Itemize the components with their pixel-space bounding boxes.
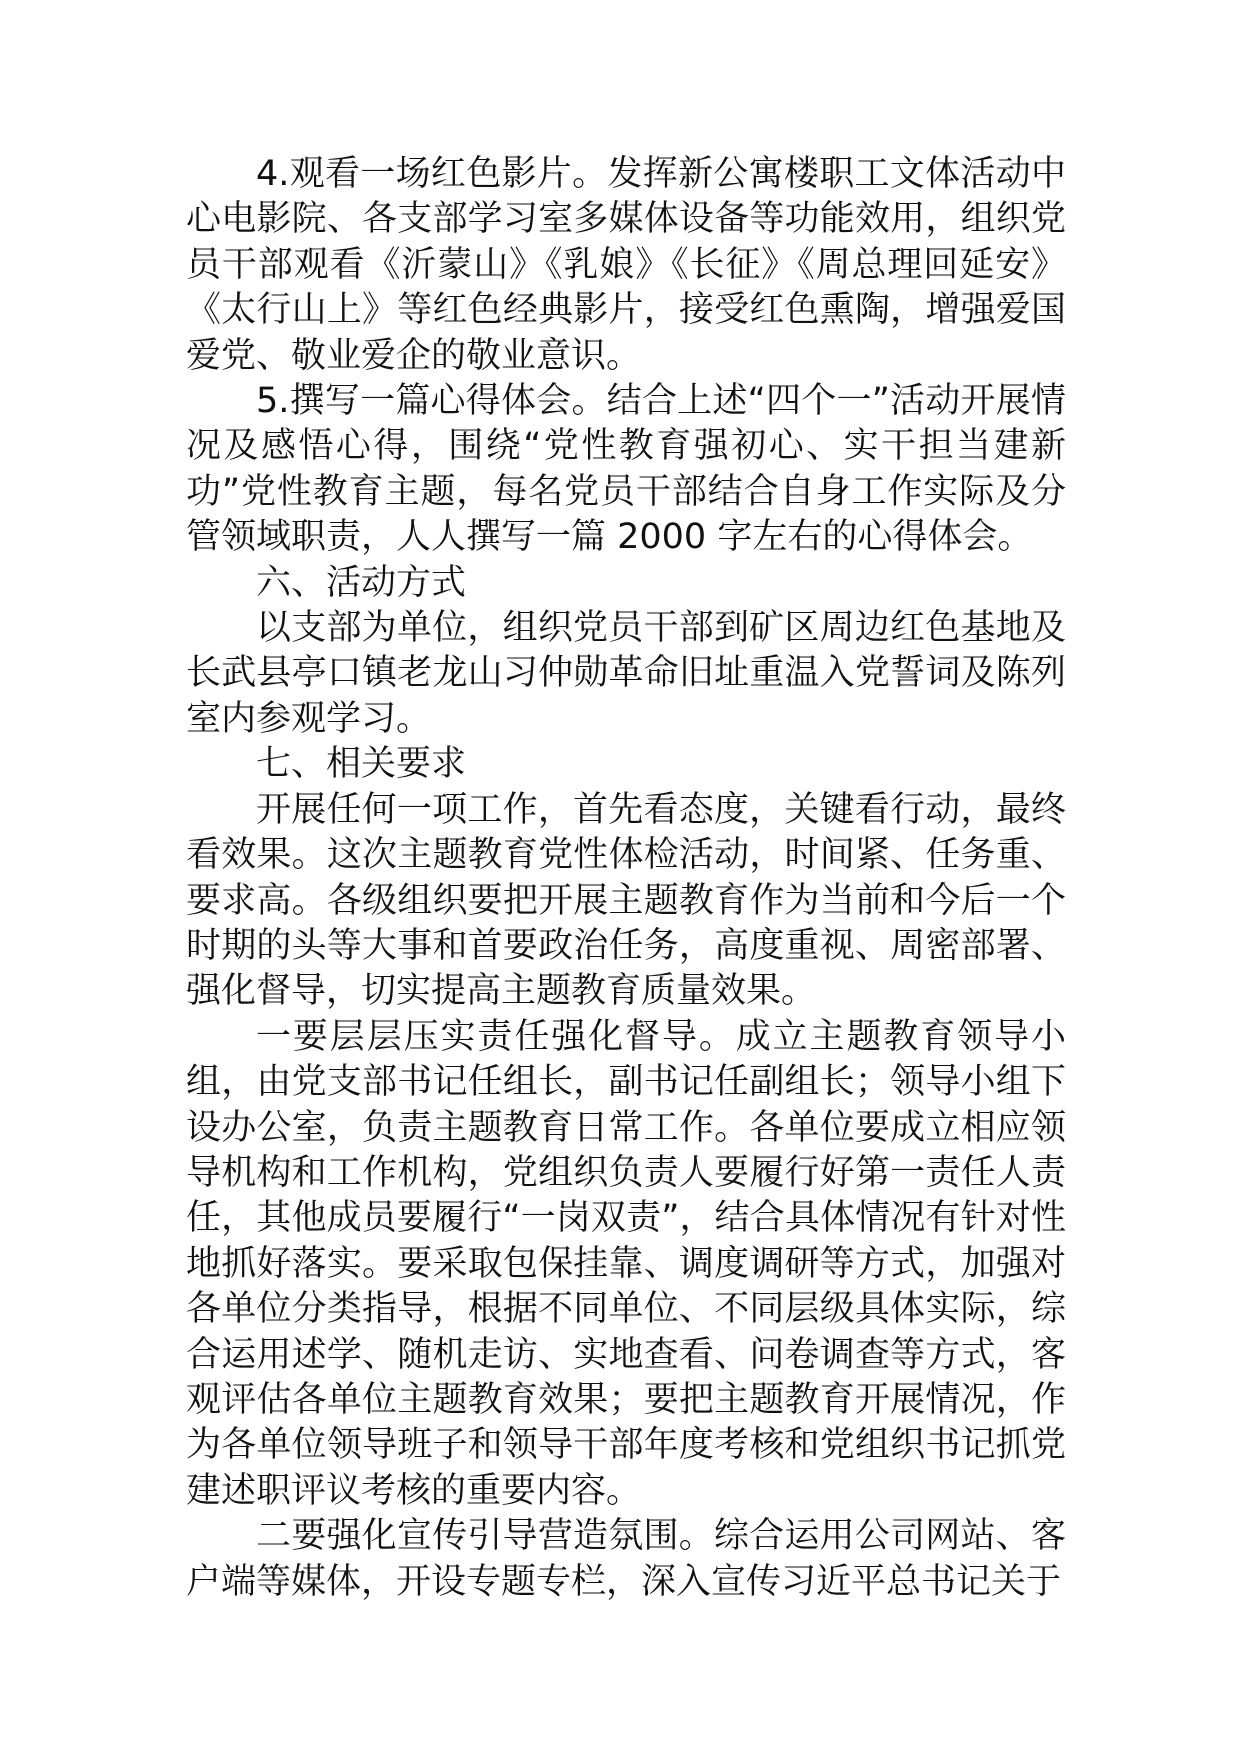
paragraph-requirement-publicity: 二要强化宣传引导营造氛围。综合运用公司网站、客户端等媒体，开设专题专栏，深入宣传习近平总书记关于	[186, 1516, 1066, 1602]
paragraph-watch-film: 4.观看一场红色影片。发挥新公寓楼职工文体活动中心电影院、各支部学习室多媒体设备等功能效用，组织党员干部观看《沂蒙山》《乳娘》《长征》《周总理回延安》《太行山上》等红色经典影片，接受红色熏陶，增强爱国爱党、敬业爱企的敬业意识。	[186, 154, 1066, 376]
paragraph-activity-method: 以支部为单位，组织党员干部到矿区周边红色基地及长武县亭口镇老龙山习仲勋革命旧址重温入党誓词及陈列室内参观学习。	[186, 608, 1066, 739]
paragraph-requirements-intro: 开展任何一项工作，首先看态度，关键看行动，最终看效果。这次主题教育党性体检活动，时间紧、任务重、要求高。各级组织要把开展主题教育作为当前和今后一个时期的头等大事和首要政治任务，高度重视、周密部署、强化督导，切实提高主题教育质量效果。	[186, 789, 1066, 1012]
paragraph-requirement-responsibility: 一要层层压实责任强化督导。成立主题教育领导小组，由党支部书记任组长，副书记任副组长；领导小组下设办公室，负责主题教育日常工作。各单位要成立相应领导机构和工作机构，党组织负责人要履行好第一责任人责任，其他成员要履行“一岗双责”，结合具体情况有针对性地抓好落实。要采取包保挂靠、调度调研等方式，加强对各单位分类指导，根据不同单位、不同层级具体实际，综合运用述学、随机走访、实地查看、问卷调查等方式，客观评估各单位主题教育效果；要把主题教育开展情况，作为各单位领导班子和领导干部年度考核和党组织书记抓党建述职评议考核的重要内容。	[186, 1016, 1066, 1511]
section-heading-requirements: 七、相关要求	[256, 744, 467, 785]
paragraph-write-reflection: 5.撰写一篇心得体会。结合上述“四个一”活动开展情况及感悟心得，围绕“党性教育强初心、实干担当建新功”党性教育主题，每名党员干部结合自身工作实际及分管领域职责，人人撰写一篇 2000 字左右的心得体会。	[186, 381, 1066, 558]
document-page	[186, 152, 1066, 1605]
section-heading-activity-method: 六、活动方式	[256, 562, 467, 603]
